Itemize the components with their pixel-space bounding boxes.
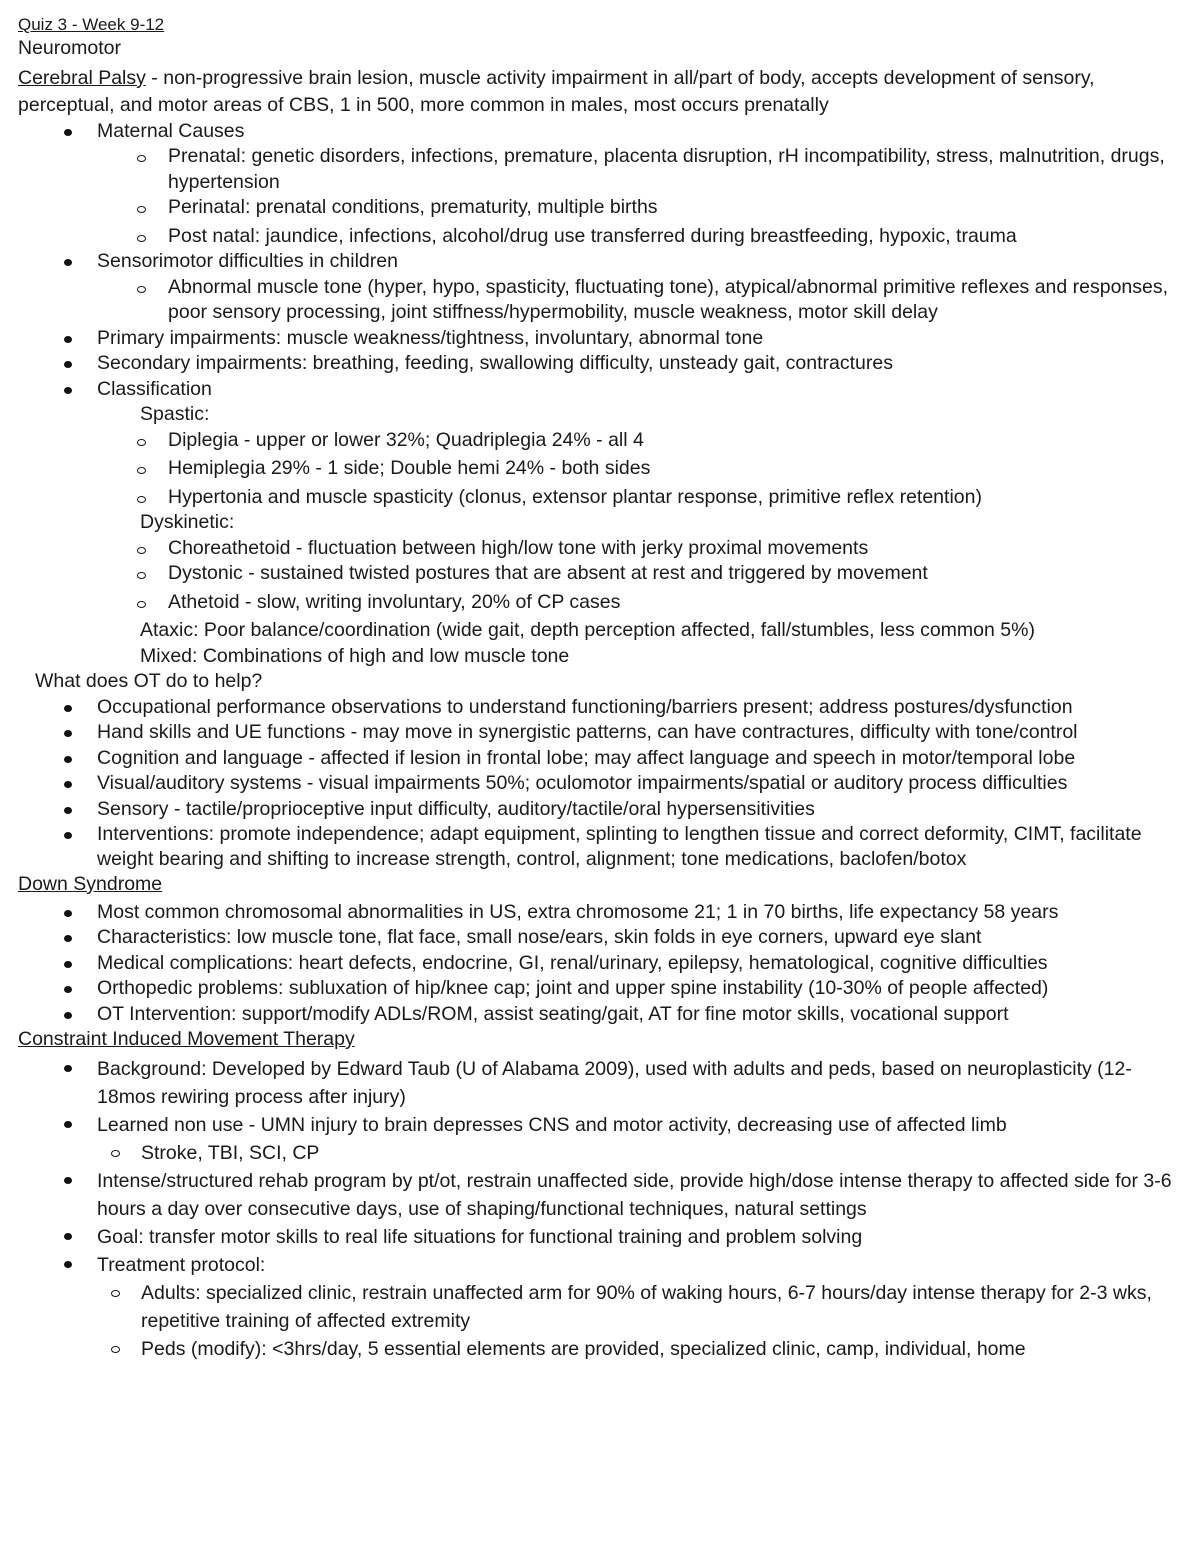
list-item: Background: Developed by Edward Taub (U of Alabama 2009), used with adults and peds, based on neuroplasticity (12-18mos rewiring process after injury): [18, 1055, 1190, 1111]
list-item: Cognition and language - affected if lesion in frontal lobe; may affect language and speech in motor/temporal lobe: [18, 746, 1190, 772]
list-item: Abnormal muscle tone (hyper, hypo, spasticity, fluctuating tone), atypical/abnormal primitive reflexes and responses, poor sensory processing, joint stiffness/hypermobility, muscle weakness, motor skill delay: [18, 275, 1190, 326]
list-item: Hemiplegia 29% - 1 side; Double hemi 24% - both sides: [18, 456, 1190, 482]
document-page: [18, 14, 1190, 1363]
list-item: Medical complications: heart defects, endocrine, GI, renal/urinary, epilepsy, hematological, cognitive difficulties: [18, 951, 1190, 977]
dyskinetic-label: Dyskinetic:: [140, 511, 235, 533]
cp-heading: Cerebral Palsy: [18, 66, 146, 89]
list-item: Primary impairments: muscle weakness/tightness, involuntary, abnormal tone: [18, 326, 1190, 352]
ot-question: What does OT do to help?: [35, 670, 263, 692]
cp-paragraph: [18, 65, 1190, 119]
list-item: Athetoid - slow, writing involuntary, 20% of CP cases: [18, 590, 1190, 616]
list-item: Diplegia - upper or lower 32%; Quadriplegia 24% - all 4: [18, 428, 1190, 454]
quiz-title: Quiz 3 - Week 9-12: [18, 15, 165, 34]
list-item: Classification: [18, 377, 1190, 403]
list-item: Post natal: jaundice, infections, alcohol/drug use transferred during breastfeeding, hypoxic, trauma: [18, 224, 1190, 250]
list-item: Treatment protocol:: [18, 1251, 1190, 1279]
list-item: Dystonic - sustained twisted postures that are absent at rest and triggered by movement: [18, 561, 1190, 587]
list-item: Occupational performance observations to understand functioning/barriers present; address postures/dysfunction: [18, 695, 1190, 721]
list-item: Goal: transfer motor skills to real life situations for functional training and problem solving: [18, 1223, 1190, 1251]
list-item: Sensory - tactile/proprioceptive input difficulty, auditory/tactile/oral hypersensitivities: [18, 797, 1190, 823]
list-item: Interventions: promote independence; adapt equipment, splinting to lengthen tissue and correct deformity, CIMT, facilitate weight bearing and shifting to increase strength, control, alignment; tone medications, baclofen/botox: [18, 822, 1190, 871]
list-item: Perinatal: prenatal conditions, prematurity, multiple births: [18, 195, 1190, 221]
cp-intro: - non-progressive brain lesion, muscle activity impairment in all/part of body, accepts development of sensory, perceptual, and motor areas of CBS, 1 in 500, more common in males, most occurs prenatally: [18, 66, 1095, 116]
list-item: Sensorimotor difficulties in children: [18, 249, 1190, 275]
list-item: Prenatal: genetic disorders, infections, premature, placenta disruption, rH incompatibility, stress, malnutrition, drugs, hypertension: [18, 144, 1190, 195]
list-item: Adults: specialized clinic, restrain unaffected arm for 90% of waking hours, 6-7 hours/day intense therapy for 2-3 wks, repetitive training of affected extremity: [18, 1279, 1190, 1335]
list-item: Maternal Causes: [18, 119, 1190, 145]
list-item: Hypertonia and muscle spasticity (clonus, extensor plantar response, primitive reflex retention): [18, 485, 1190, 511]
spastic-label: Spastic:: [140, 403, 210, 425]
list-item: Hand skills and UE functions - may move in synergistic patterns, can have contractures, difficulty with tone/control: [18, 720, 1190, 746]
list-item: Secondary impairments: breathing, feeding, swallowing difficulty, unsteady gait, contractures: [18, 351, 1190, 377]
list-item: Orthopedic problems: subluxation of hip/knee cap; joint and upper spine instability (10-30% of people affected): [18, 976, 1190, 1002]
mixed-line: Mixed: Combinations of high and low muscle tone: [140, 644, 570, 667]
list-item: Visual/auditory systems - visual impairments 50%; oculomotor impairments/spatial or auditory process difficulties: [18, 771, 1190, 797]
list-item: Intense/structured rehab program by pt/ot, restrain unaffected side, provide high/dose intense therapy to affected side for 3-6 hours a day over consecutive days, use of shaping/functional techniques, natural settings: [18, 1167, 1190, 1223]
ds-heading: Down Syndrome: [18, 873, 163, 895]
list-item: Learned non use - UMN injury to brain depresses CNS and motor activity, decreasing use of affected limb: [18, 1111, 1190, 1139]
list-item: Most common chromosomal abnormalities in US, extra chromosome 21; 1 in 70 births, life expectancy 58 years: [18, 900, 1190, 926]
list-item: Stroke, TBI, SCI, CP: [18, 1139, 1190, 1167]
neuromotor-heading: Neuromotor: [18, 37, 121, 59]
list-item: Characteristics: low muscle tone, flat face, small nose/ears, skin folds in eye corners, upward eye slant: [18, 925, 1190, 951]
ataxic-line: Ataxic: Poor balance/coordination (wide gait, depth perception affected, fall/stumbles, less common 5%): [140, 619, 1035, 641]
list-item: Peds (modify): <3hrs/day, 5 essential elements are provided, specialized clinic, camp, individual, home: [18, 1335, 1190, 1363]
cimt-heading: Constraint Induced Movement Therapy: [18, 1028, 355, 1050]
list-item: Choreathetoid - fluctuation between high/low tone with jerky proximal movements: [18, 536, 1190, 562]
list-item: OT Intervention: support/modify ADLs/ROM, assist seating/gait, AT for fine motor skills, vocational support: [18, 1002, 1190, 1028]
